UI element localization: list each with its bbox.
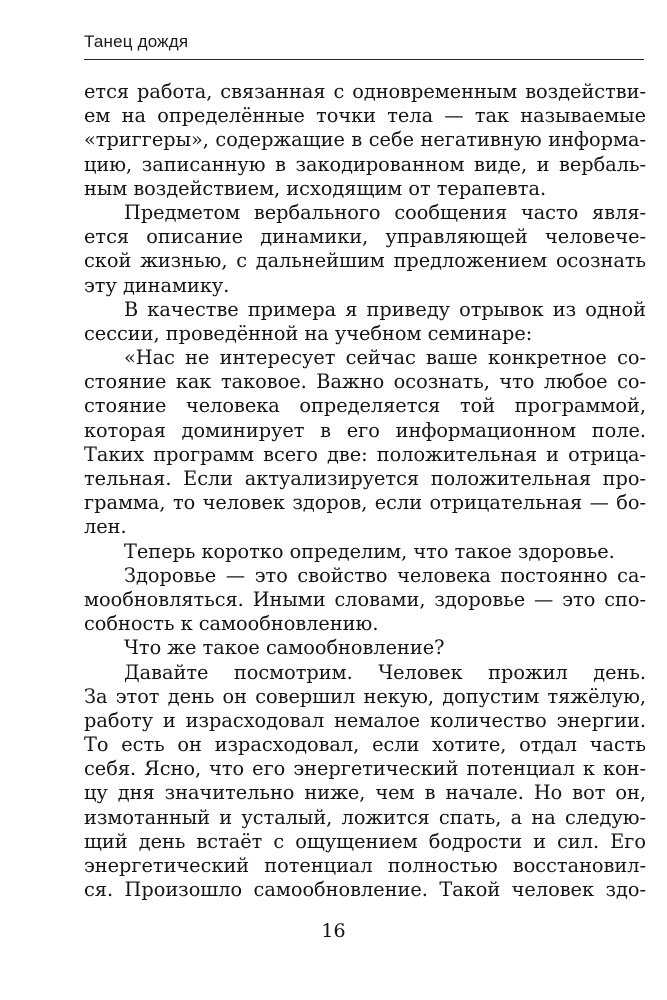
text-line: эту динамику.: [84, 273, 230, 297]
text-line: которая доминирует в его информационном поле.: [84, 418, 646, 442]
text-line: ся. Произошло самообновление. Такой человек здо-: [84, 878, 646, 902]
text-line: измотанный и усталый, ложится спать, а на следую-: [84, 805, 646, 829]
text-line: себя. Ясно, что его энергетический потенциал к кон-: [84, 757, 646, 781]
text-line: «Нас не интересует сейчас ваше конкретное со-: [124, 346, 646, 370]
text-line: Что же такое самообновление?: [124, 636, 445, 660]
text-line: Здоровье — это свойство человека постоянно са-: [124, 563, 646, 587]
text-line: мообновляться. Иными словами, здоровье — это спо-: [84, 587, 646, 611]
text-line: ется работа, связанная с одновременным воздействи-: [84, 80, 646, 103]
text-line: ется описание динамики, управляющей человече-: [84, 225, 646, 249]
text-line: сессии, проведённой на учебном семинаре:: [84, 321, 533, 345]
text-line: грамма, то человек здоров, если отрицательная — бо-: [84, 491, 646, 515]
text-line: Предметом вербального сообщения часто явля-: [124, 200, 646, 224]
text-line: стояние человека определяется той программой,: [84, 394, 646, 418]
body-text: [84, 80, 646, 902]
text-line: ем на определённые точки тела — так называемые: [84, 104, 646, 128]
text-line: собность к самообновлению.: [84, 612, 379, 636]
text-line: цу дня значительно ниже, чем в начале. Но вот он,: [84, 781, 646, 805]
text-line: энергетический потенциал полностью восстановил-: [84, 854, 646, 877]
text-line: ской жизнью, с дальнейшим предложением осознать: [84, 249, 646, 273]
text-line: Давайте посмотрим. Человек прожил день.: [124, 660, 646, 684]
text-line: щий день встаёт с ощущением бодрости и сил. Его: [84, 829, 646, 853]
text-line: За этот день он совершил некую, допустим тяжёлую,: [84, 684, 646, 708]
text-line: Теперь коротко определим, что такое здоровье.: [124, 539, 615, 563]
text-line: «триггеры», содержащие в себе негативную информа-: [84, 128, 646, 152]
running-header: Танец дождя: [84, 32, 189, 51]
text-line: ным воздействием, исходящим от терапевта.: [84, 176, 547, 200]
text-line: В качестве примера я приведу отрывок из одной: [124, 297, 646, 321]
header-rule: [84, 59, 644, 60]
text-line: стояние как таковое. Важно осознать, что любое со-: [84, 370, 646, 394]
text-line: лен.: [84, 515, 127, 539]
text-line: цию, записанную в закодированном виде, и вербаль-: [84, 152, 646, 176]
text-line: Таких программ всего две: положительная и отрица-: [84, 442, 646, 466]
text-line: работу и израсходовал немалое количество энергии.: [84, 708, 646, 732]
text-line: тельная. Если актуализируется положительная про-: [84, 467, 646, 490]
text-line: То есть он израсходовал, если хотите, отдал часть: [84, 733, 646, 757]
page-number: 16: [321, 920, 346, 942]
